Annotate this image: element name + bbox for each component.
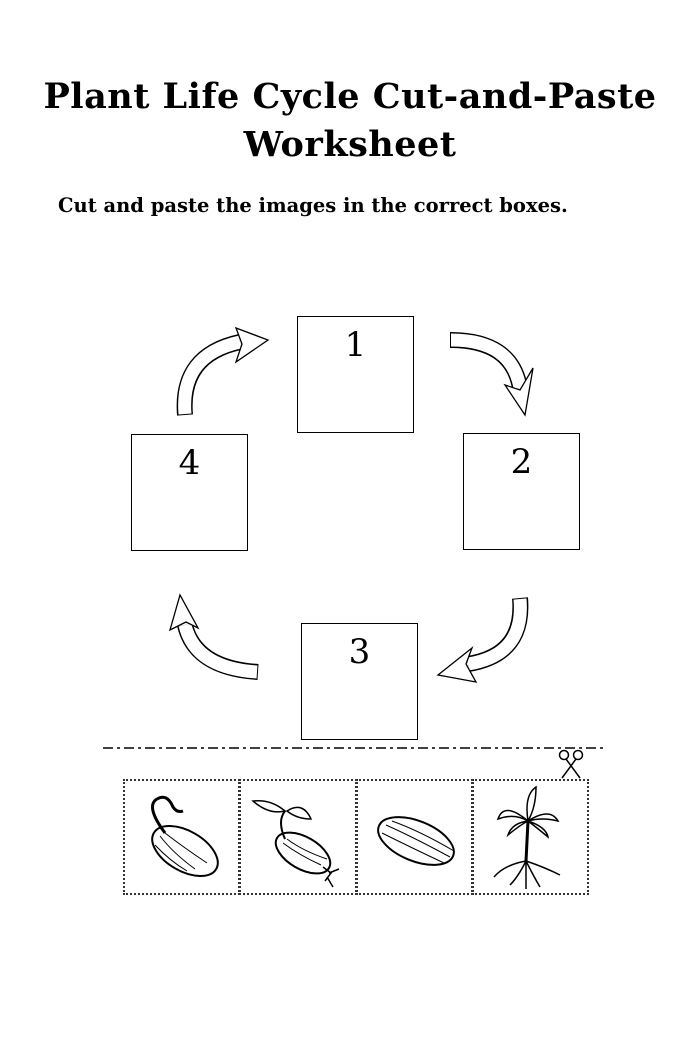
box-number: 3: [348, 632, 371, 672]
seedling-icon: [241, 781, 355, 893]
young-plant-icon: [474, 781, 587, 893]
box-number: 2: [510, 442, 533, 482]
title-line-2: Worksheet: [243, 124, 457, 165]
arrow-2-to-3-icon: [438, 598, 520, 682]
box-number: 1: [344, 325, 367, 365]
box-number: 4: [178, 443, 201, 483]
seed-icon: [358, 781, 471, 893]
cut-out-card-1[interactable]: [123, 779, 240, 895]
arrow-4-to-1-icon: [185, 328, 268, 415]
title-line-1: Plant Life Cycle Cut-and-Paste: [43, 76, 657, 117]
cut-out-card-3[interactable]: [356, 779, 473, 895]
cut-out-card-2[interactable]: [239, 779, 357, 895]
instructions: Cut and paste the images in the correct boxes.: [58, 194, 568, 217]
cut-out-card-4[interactable]: [472, 779, 589, 895]
seed-sprouting-icon: [125, 781, 238, 893]
arrow-1-to-2-icon: [450, 340, 533, 415]
scissors-icon: [560, 751, 583, 779]
arrow-3-to-4-icon: [170, 595, 258, 672]
